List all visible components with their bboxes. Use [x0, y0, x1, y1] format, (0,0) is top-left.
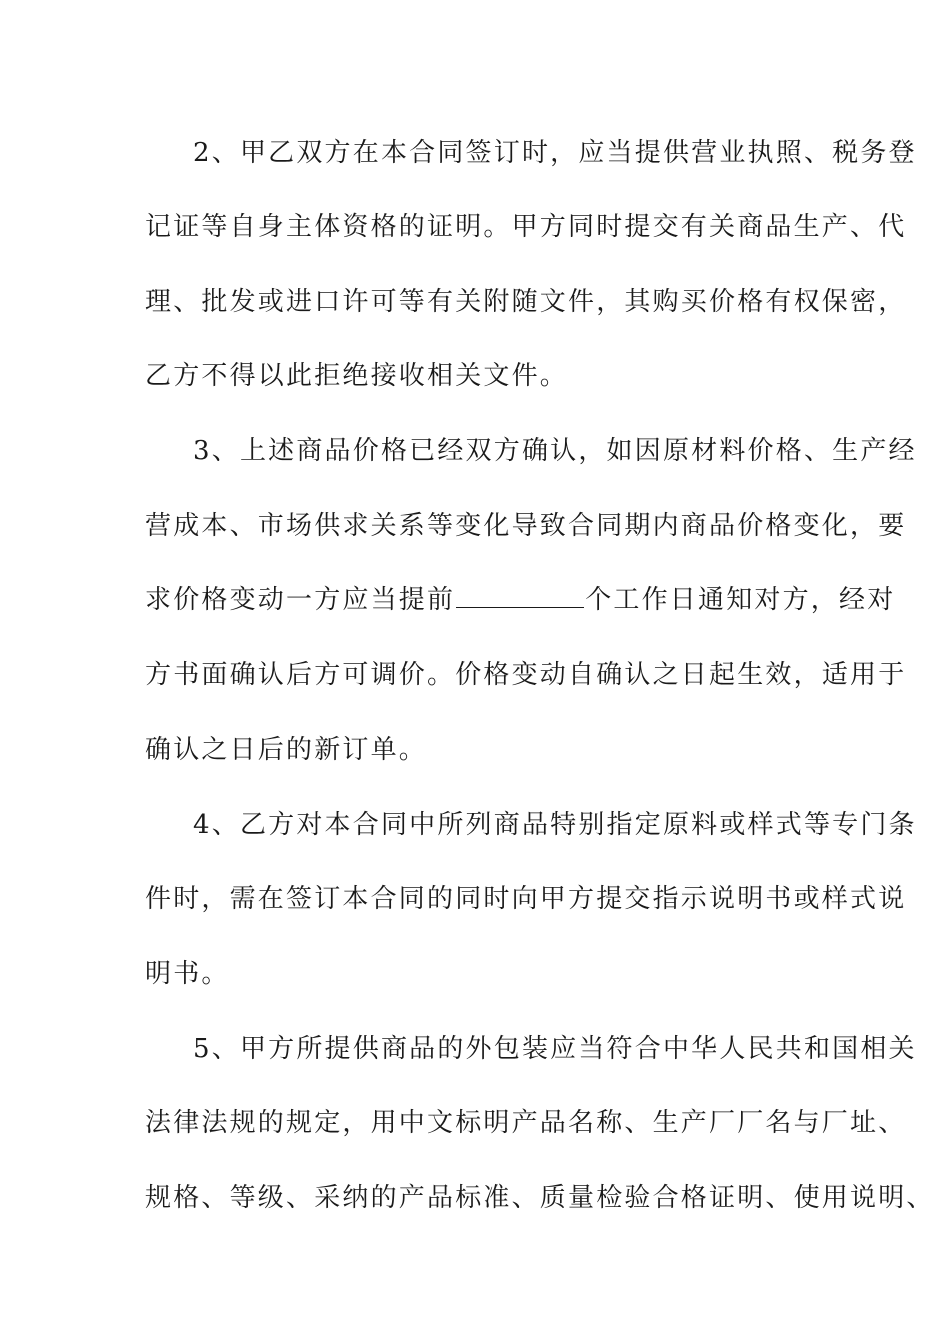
- paragraph-2-line-2: 记证等自身主体资格的证明。甲方同时提交有关商品生产、代: [145, 212, 907, 242]
- blank-line-after-text: 个工作日通知对方，经对: [585, 585, 896, 615]
- paragraph-4-line-3: 明书。: [145, 959, 230, 989]
- paragraph-3-line-4: 方书面确认后方可调价。价格变动自确认之日起生效，适用于: [145, 660, 907, 690]
- paragraph-2-line-1: 2、甲乙双方在本合同签订时，应当提供营业执照、税务登: [193, 138, 917, 168]
- paragraph-4-line-1: 4、乙方对本合同中所列商品特别指定原料或样式等专门条: [193, 810, 917, 840]
- paragraph-5-line-3: 规格、等级、采纳的产品标准、质量检验合格证明、使用说明、: [145, 1183, 935, 1213]
- paragraph-4-line-2: 件时，需在签订本合同的同时向甲方提交指示说明书或样式说: [145, 884, 907, 914]
- paragraph-2-line-4: 乙方不得以此拒绝接收相关文件。: [145, 361, 569, 391]
- paragraph-2-line-3: 理、批发或进口许可等有关附随文件，其购买价格有权保密，: [145, 287, 907, 317]
- fill-in-blank: [456, 585, 584, 608]
- paragraph-3-line-1: 3、上述商品价格已经双方确认，如因原材料价格、生产经: [193, 436, 917, 466]
- blank-line-before-text: 求价格变动一方应当提前: [145, 585, 456, 615]
- paragraph-5-line-1: 5、甲方所提供商品的外包装应当符合中华人民共和国相关: [193, 1034, 917, 1064]
- paragraph-3-line-3: [145, 585, 895, 615]
- paragraph-5-line-2: 法律法规的规定，用中文标明产品名称、生产厂厂名与厂址、: [145, 1108, 907, 1138]
- paragraph-3-line-5: 确认之日后的新订单。: [145, 735, 428, 765]
- paragraph-3-line-2: 营成本、市场供求关系等变化导致合同期内商品价格变化，要: [145, 511, 907, 541]
